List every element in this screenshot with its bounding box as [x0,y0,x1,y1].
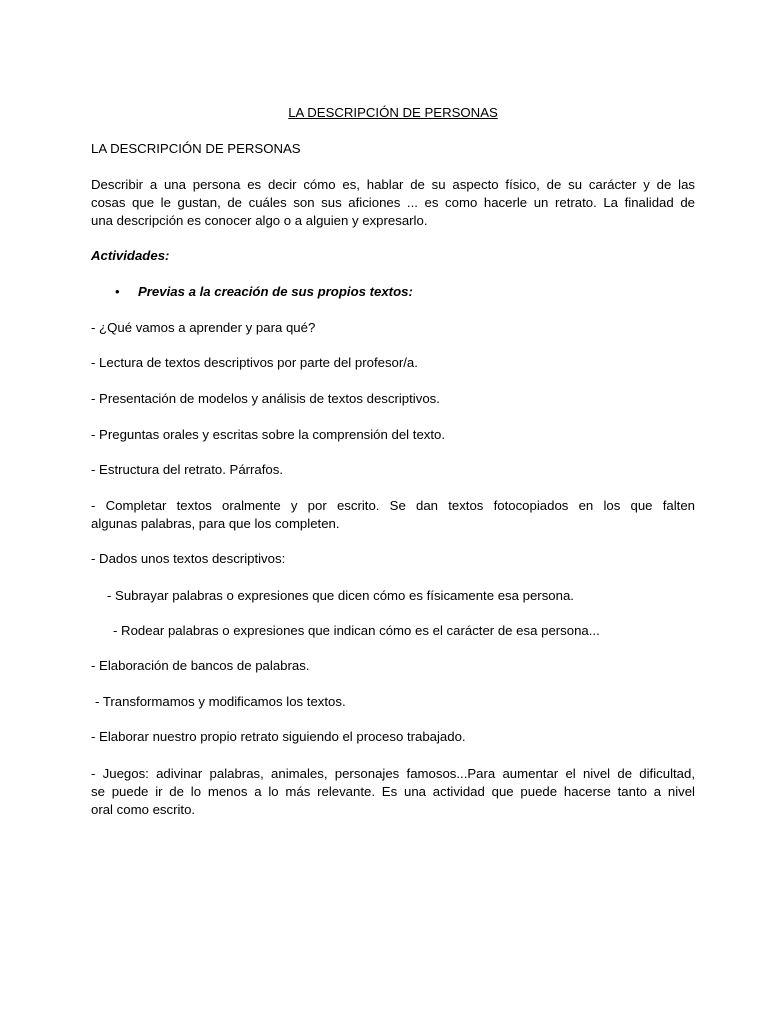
list-item-8: - Elaboración de bancos de palabras. [91,658,310,673]
list-item-7: - Dados unos textos descriptivos: [91,551,286,566]
activities-label: Actividades: [91,248,170,263]
list-item-11-line-1: - Juegos: adivinar palabras, animales, personajes famosos...Para aumentar el nivel de dificultad, [91,766,695,781]
list-item-1: - ¿Qué vamos a aprender y para qué? [91,320,316,335]
section-heading: LA DESCRIPCIÓN DE PERSONAS [91,141,301,156]
list-item-6-line-1: - Completar textos oralmente y por escrito. Se dan textos fotocopiados en los que falten [91,498,695,513]
list-item-4: - Preguntas orales y escritas sobre la comprensión del texto. [91,427,446,442]
document-title: LA DESCRIPCIÓN DE PERSONAS [288,105,498,120]
list-item-5: - Estructura del retrato. Párrafos. [91,462,284,477]
bullet-text: Previas a la creación de sus propios textos: [138,284,413,299]
intro-line-3: una descripción es conocer algo o a alguien y expresarlo. [91,213,428,228]
list-item-11-line-3: oral como escrito. [91,802,196,817]
list-item-2: - Lectura de textos descriptivos por parte del profesor/a. [91,355,418,370]
list-item-7-sub-1: - Subrayar palabras o expresiones que dicen cómo es físicamente esa persona. [107,588,574,603]
list-item-11-line-2: se puede ir de lo menos a lo más relevante. Es una actividad que puede hacerse tanto a nivel [91,784,695,799]
list-item-7-sub-2: - Rodear palabras o expresiones que indican cómo es el carácter de esa persona... [113,623,600,638]
intro-line-1: Describir a una persona es decir cómo es, hablar de su aspecto físico, de su carácter y de las [91,177,695,192]
intro-line-2: cosas que le gustan, de cuáles son sus aficiones ... es como hacerle un retrato. La finalidad de [91,195,695,210]
list-item-10: - Elaborar nuestro propio retrato siguiendo el proceso trabajado. [91,729,466,744]
bullet-marker: • [115,284,120,299]
list-item-3: - Presentación de modelos y análisis de textos descriptivos. [91,391,440,406]
list-item-9: - Transformamos y modificamos los textos. [95,694,346,709]
list-item-6-line-2: algunas palabras, para que los completen. [91,516,340,531]
